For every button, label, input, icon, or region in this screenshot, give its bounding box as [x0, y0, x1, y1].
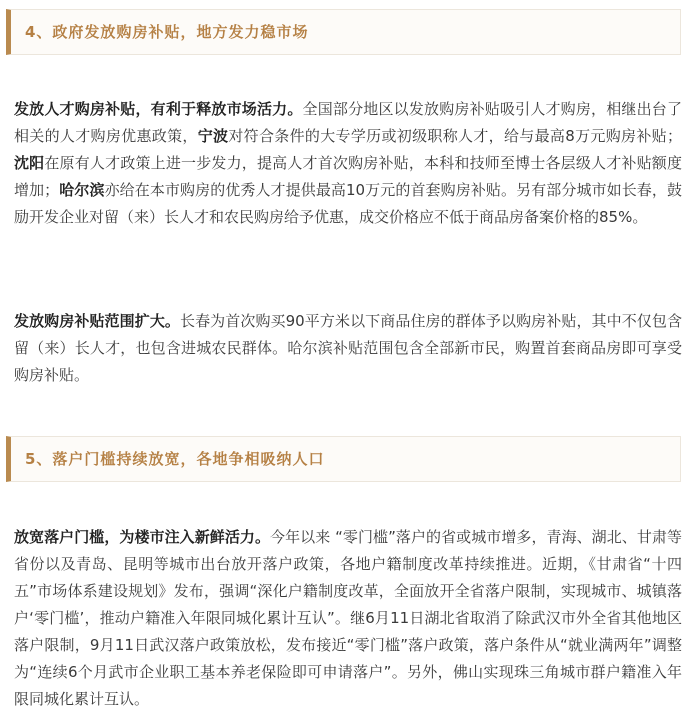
- section-4-title: 4、政府发放购房补贴，地方发力稳市场: [25, 23, 309, 41]
- section-4-p1-text-3: 在原有人才政策上进一步发力，提高人才首次购房补贴，本科和技师至博士各层级人才补贴额度增加；: [14, 154, 682, 199]
- section-4-p1-text-1: 全国部分地区以发放购房补贴吸引人才购房，相继出台了相关的人才购房优惠政策，: [14, 100, 682, 145]
- section-4-p2-text: 长春为首次购买90平方米以下商品住房的群体予以购房补贴，其中不仅包含留（来）长人才，也包含进城农民群体。哈尔滨补贴范围包含全部新市民，购置首套商品房即可享受购房补贴。: [14, 312, 682, 384]
- section-4-paragraph-1: [14, 96, 682, 231]
- section-4-paragraph-2: [14, 308, 682, 389]
- section-5-header: [6, 436, 681, 482]
- section-4-p1-city-shenyang: 沈阳: [14, 154, 45, 172]
- section-4-p1-lead: 发放人才购房补贴，有利于释放市场活力。: [14, 100, 303, 118]
- section-4-p1-text-4: 亦给在本市购房的优秀人才提供最高10万元的首套购房补贴。另有部分城市如长春，鼓励开发企业对留（来）长人才和农民购房给予优惠，成交价格应不低于商品房备案价格的85%。: [14, 181, 682, 226]
- section-5-p1-text: 今年以来 “零门槛”落户的省或城市增多，青海、湖北、甘肃等省份以及青岛、昆明等城市出台放开落户政策，各地户籍制度改革持续推进。近期，《甘肃省“十四五”市场体系建设规划》发布，强调“深化户籍制度改革，全面放开全省落户限制，实现城市、城镇落户‘零门槛’，推动户籍准入年限同城化累计互认”。继6月11日湖北省取消了除武汉市外全省其他地区落户限制，9月11日武汉落户政策放松，发布接近“零门槛”落户政策，落户条件从“就业满两年”调整为“连续6个月武市企业职工基本养老保险即可申请落户”。另外，佛山实现珠三角城市群户籍准入年限同城化累计互认。: [14, 528, 682, 708]
- section-4-p1-city-ningbo: 宁波: [197, 127, 229, 145]
- section-4-p1-city-harbin: 哈尔滨: [59, 181, 105, 199]
- section-5-title: 5、落户门槛持续放宽，各地争相吸纳人口: [25, 450, 325, 468]
- section-4-p2-lead: 发放购房补贴范围扩大。: [14, 312, 180, 330]
- section-4-p1-text-2: 对符合条件的大专学历或初级职称人才，给与最高8万元购房补贴；: [228, 127, 682, 145]
- section-5-p1-lead: 放宽落户门槛，为楼市注入新鲜活力。: [14, 528, 271, 546]
- section-5-paragraph-1: [14, 524, 682, 713]
- section-4-header: [6, 9, 681, 55]
